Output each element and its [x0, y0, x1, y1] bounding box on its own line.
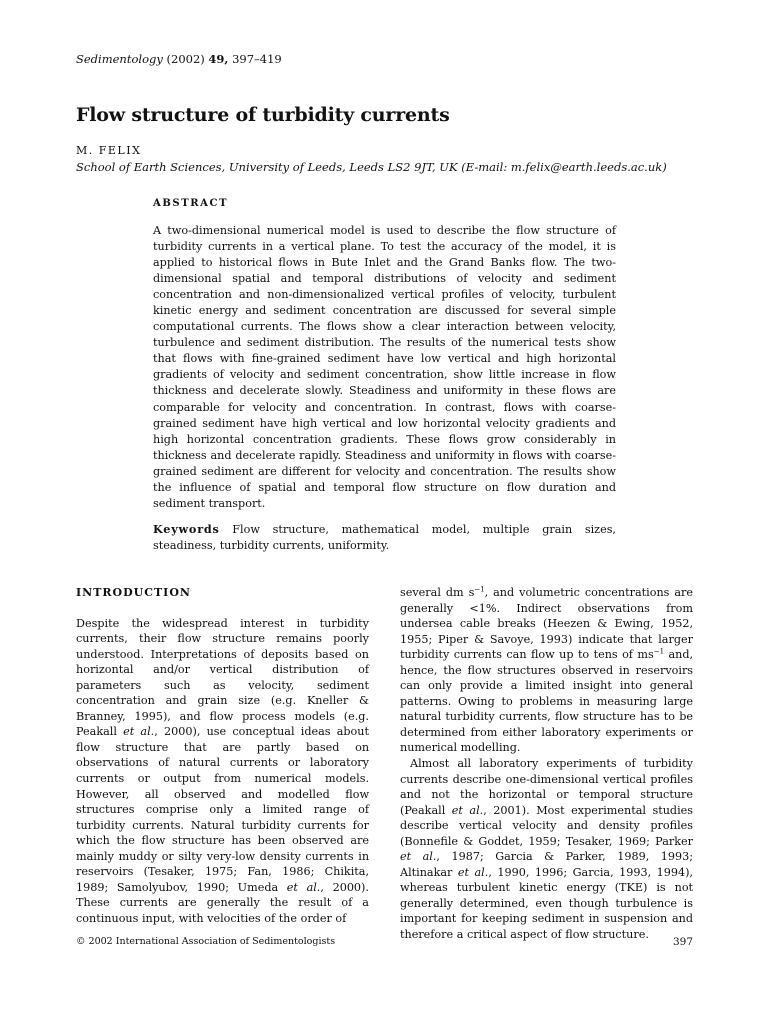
section-heading-introduction: INTRODUCTION: [76, 586, 191, 599]
intro-paragraph-2-cont: Almost all laboratory experiments of turbidity currents describe one-dimensional vertical profiles and not the horizontal or temporal structure (Peakall et al., 2001). Most experimental studies describe vertical velocity and density profiles (Bonnefile & Goddet, 1959; Tesaker, 1969; Parker et al., 1987; Garcia & Parker, 1989, 1993; Altinakar et al., 1990, 1996; Garcia, 1993, 1994), whereas turbulent kinetic energy (TKE) is not generally determined, even though turbulence is important for keeping sediment in suspension and therefore a critical aspect of flow structure.: [400, 757, 694, 942]
abstract-text: A two-dimensional numerical model is used to describe the flow structure of turbidity currents in a vertical plane. To test the accuracy of the model, it is applied to historical flows in Bute Inlet and the Grand Banks flow. The two-dimensional spatial and temporal distributions of velocity and sediment concentration and non-dimensionalized vertical profiles of velocity, turbulent kinetic energy and sediment concentration are discussed for several simple computational currents. The flows show a clear interaction between velocity, turbulence and sediment distribution. The results of the numerical tests show that flows with fine-grained sediment have low vertical and high horizontal gradients of velocity and sediment concentration, show little increase in flow thickness and decelerate slowly. Steadiness and uniformity in these flows are comparable for velocity and concentration. In contrast, flows with coarse-grained sediment have high vertical and low horizontal velocity gradients and high horizontal concentration gradients. These flows grow considerably in thickness and decelerate rapidly. Steadiness and uniformity in flows with coarse-grained sediment are different for velocity and concentration. The results show the influence of spatial and temporal flow structure on flow duration and sediment transport.: [153, 224, 616, 510]
journal-volume: 49,: [208, 52, 229, 66]
abstract-heading: ABSTRACT: [153, 198, 229, 209]
keywords-list: Flow structure, mathematical model, multiple grain sizes, steadiness, turbidity currents, uniformity.: [153, 522, 616, 552]
author-name: M. FELIX: [76, 144, 142, 157]
keywords-label: Keywords: [153, 521, 220, 536]
keywords: [153, 521, 616, 554]
journal-year: (2002): [166, 52, 205, 66]
page-number: 397: [672, 936, 693, 948]
copyright-notice: © 2002 International Association of Sedimentologists: [76, 936, 336, 947]
body-column-right: [400, 585, 693, 943]
journal-name: Sedimentology: [76, 52, 163, 66]
intro-paragraph-1: Despite the widespread interest in turbidity currents, their flow structure remains poorly understood. Interpretations of deposits based on horizontal and/or vertical distribution of parameters such as velocity, sediment concentration and grain size (e.g. Kneller & Branney, 1995), and flow process models (e.g. Peakall et al., 2000), use conceptual ideas about flow structure that are partly based on observations of natural currents or laboratory currents or output from numerical models. However, all observed and modelled flow structures comprise only a limited range of turbidity currents. Natural turbidity currents for which the flow structure has been observed are mainly muddy or silty very-low density currents in reservoirs (Tesaker, 1975; Fan, 1986; Chikita, 1989; Samolyubov, 1990; Umeda et al., 2000). These currents are generally the result of a continuous input, with velocities of the order of: [76, 616, 370, 925]
author-affiliation: School of Earth Sciences, University of Leeds, Leeds LS2 9JT, UK (E-mail: m.felix@earth.leeds.ac.uk): [76, 160, 667, 174]
intro-paragraph-1-cont: several dm $s^{-1}$, and volumetric concentrations are generally <1%. Indirect observations from undersea cable breaks (Heezen & Ewing, 1952, 1955; Piper & Savoye, 1993) indicate that larger turbidity currents can flow up to tens of $ms^{-1}$ and, hence, the flow structures observed in reservoirs can only provide a limited insight into general patterns. Owing to problems in measuring large natural turbidity currents, flow structure has to be determined from either laboratory experiments or numerical modelling.: [400, 585, 694, 755]
body-column-left: [76, 585, 369, 926]
journal-pages: 397–419: [232, 52, 282, 66]
abstract-section: [153, 198, 616, 554]
paper-title: Flow structure of turbidity currents: [76, 104, 450, 126]
journal-citation: [76, 52, 282, 66]
